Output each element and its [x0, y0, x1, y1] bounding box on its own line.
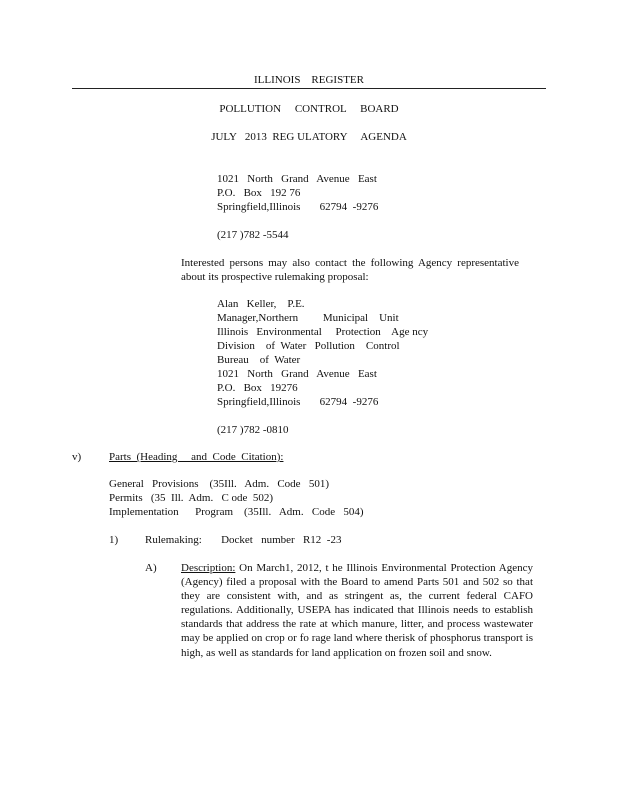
part-permits: Permits (35 Ill. Adm. C ode 502) [109, 492, 274, 504]
section-v-label: v) [72, 451, 82, 463]
contact-title: Manager,Northern Municipal Unit [217, 312, 399, 324]
contact-city: Springfield,Illinois 62794 -9276 [217, 396, 379, 408]
item-1-label: 1) [109, 534, 119, 546]
rulemaking-docket: Rulemaking: Docket number R12 -23 [145, 534, 342, 546]
part-implementation-program: Implementation Program (35Ill. Adm. Code 504) [109, 506, 364, 518]
contact-street: 1021 North Grand Avenue East [217, 368, 377, 380]
board-name: POLLUTION CONTROL BOARD [219, 103, 399, 115]
register-title: ILLINOIS REGISTER [254, 74, 364, 86]
item-a-label: A) [145, 562, 157, 574]
part-general-provisions: General Provisions (35Ill. Adm. Code 501) [109, 478, 329, 490]
contact-intro: Interested persons may also contact the following Agency representative about its prospective rulemaking proposal: [181, 257, 519, 284]
contact-bureau: Bureau of Water [217, 354, 301, 366]
board-phone: (217 )782 -5544 [217, 229, 289, 241]
description-text: On March1, 2012, t he Illinois Environmental Protection Agency (Agency) filed a proposal with the Board to amend Parts 501 and 502 so that they are consistent with, and as stringent as, the current federal CAFO regulations. Additionally, USEPA has indicated that Illinois needs to establish standards that address the rate at which manure, litter, and process wastewater may be applied on crop or fo rage land where therisk of phosphorus transport is high, as well as standards for land application on frozen soil and snow. [181, 562, 533, 659]
board-address-city: Springfield,Illinois 62794 -9276 [217, 201, 379, 213]
description-label: Description: [181, 562, 236, 574]
contact-division: Division of Water Pollution Control [217, 340, 400, 352]
board-address-box: P.O. Box 192 76 [217, 187, 301, 199]
contact-phone: (217 )782 -0810 [217, 424, 289, 436]
board-address-street: 1021 North Grand Avenue East [217, 173, 377, 185]
section-v-heading: Parts (Heading and Code Citation): [109, 451, 284, 463]
agenda-title: JULY 2013 REG ULATORY AGENDA [211, 131, 407, 143]
description-paragraph [181, 561, 533, 660]
contact-name: Alan Keller, P.E. [217, 298, 305, 310]
header-rule [72, 88, 546, 89]
contact-box: P.O. Box 19276 [217, 382, 298, 394]
contact-agency: Illinois Environmental Protection Age ncy [217, 326, 429, 338]
